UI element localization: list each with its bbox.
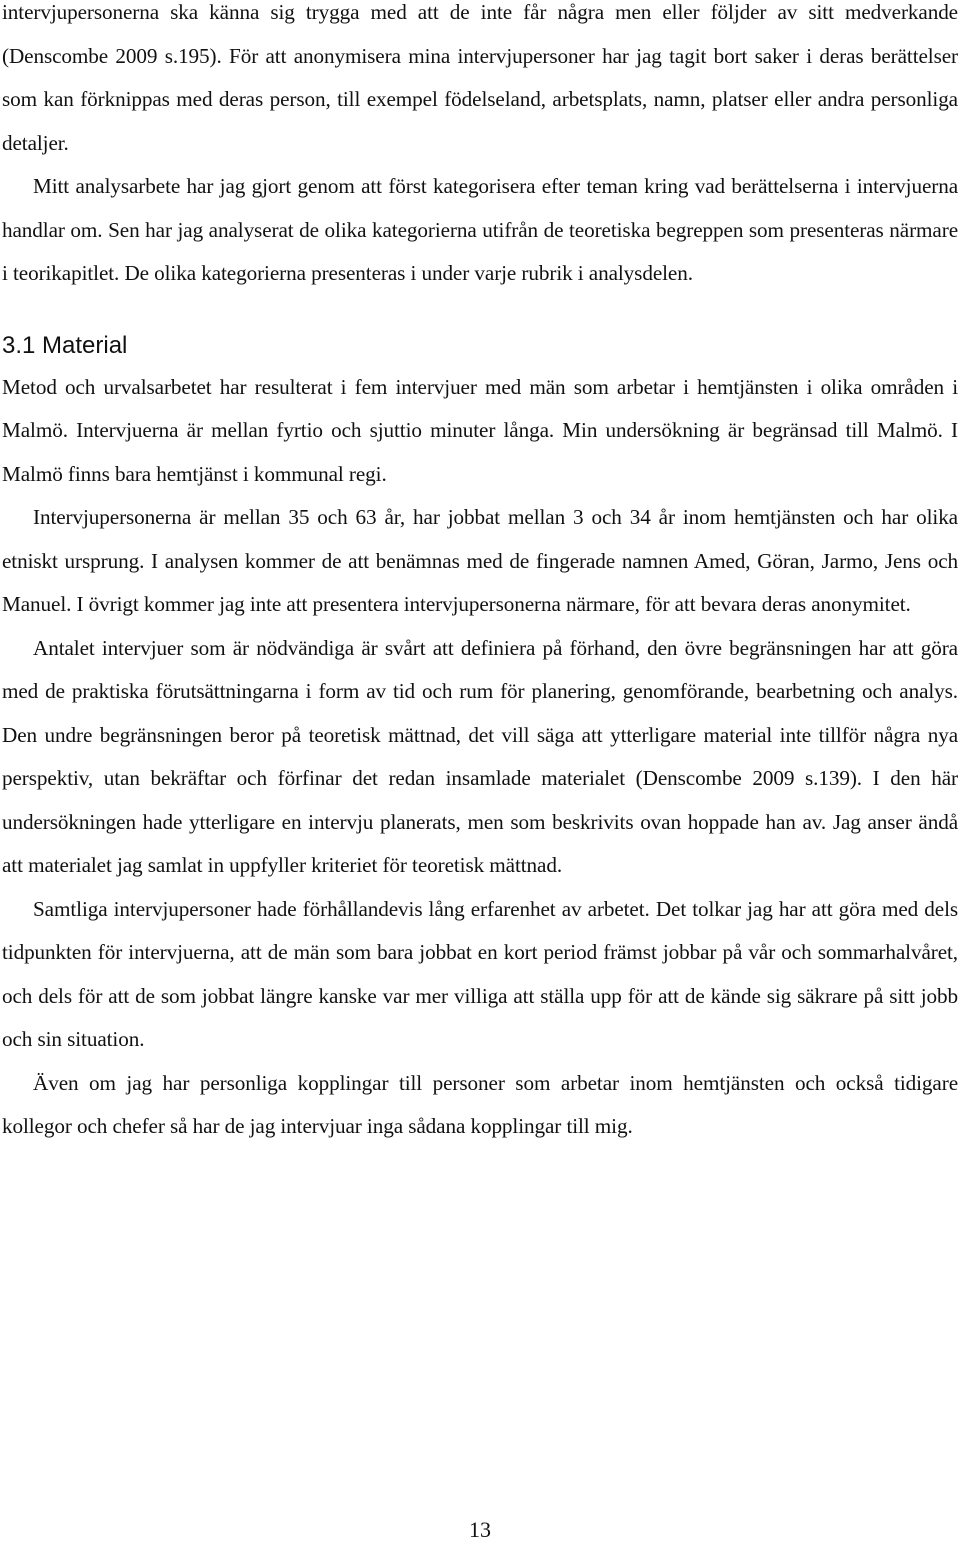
paragraph-personal-connections: Även om jag har personliga kopplingar till personer som arbetar inom hemtjänsten och också tidigare kollegor och chefer så har de jag intervjuar inga sådana kopplingar till mig. — [2, 1070, 958, 1138]
paragraph-saturation: Antalet intervjuer som är nödvändiga är svårt att definiera på förhand, den övre begränsningen har att göra med de praktiska förutsättningarna i form av tid och rum för planering, genomförande, bearbetning och analys. Den undre begränsningen beror på teoretisk mättnad, det vill säga att ytterligare material inte tillför några nya perspektiv, utan bekräftar och förfinar det redan insamlade materialet (Denscombe 2009 s.139). I den här undersökningen hade ytterligare en intervju planerats, men som beskrivits ovan hoppade han av. Jag anser ändå att materialet jag samlat in uppfyller kriteriet för teoretisk mättnad. — [2, 635, 958, 877]
page-number: 13 — [469, 1517, 491, 1542]
paragraph-analysis-method: Mitt analysarbete har jag gjort genom att först kategorisera efter teman kring vad berättelserna i intervjuerna handlar om. Sen har jag analyserat de olika kategorierna utifrån de teoretiska begreppen som presenteras närmare i teorikapitlet. De olika kategorierna presenteras i under varje rubrik i analysdelen. — [2, 174, 958, 285]
paragraph-material-overview: Metod och urvalsarbetet har resulterat i fem intervjuer med män som arbetar i hemtjänsten i olika områden i Malmö. Intervjuerna är mellan fyrtio och sjuttio minuter långa. Min undersökning är begränsad till Malmö. I Malmö finns bara hemtjänst i kommunal regi. — [2, 374, 958, 486]
paragraph-interviewees: Intervjupersonerna är mellan 35 och 63 år, har jobbat mellan 3 och 34 år inom hemtjänsten och har olika etniskt ursprung. I analysen kommer de att benämnas med de fingerade namnen Amed, Göran, Jarmo, Jens och Manuel. I övrigt kommer jag inte att presentera intervjupersonerna närmare, för att bevara deras anonymitet. — [2, 505, 958, 616]
paragraph-anonymity: intervjupersonerna ska känna sig trygga med att de inte får några men eller följder av sitt medverkande (Denscombe 2009 s.195). För att anonymisera mina intervjupersoner har jag tagit bort saker i deras berättelser som kan förknippas med deras person, till exempel födelseland, arbetsplats, namn, platser eller andra personliga detaljer. — [2, 0, 958, 155]
paragraph-experience: Samtliga intervjupersoner hade förhållandevis lång erfarenhet av arbetet. Det tolkar jag har att göra med dels tidpunkten för intervjuerna, att de män som bara jobbat en kort period främst jobbar på vår och sommarhalvåret, och dels för att de som jobbat längre kanske var mer villiga att ställa upp för att de kände sig säkrare på sitt jobb och sin situation. — [2, 896, 958, 1051]
section-heading-material: 3.1 Material — [2, 331, 128, 359]
